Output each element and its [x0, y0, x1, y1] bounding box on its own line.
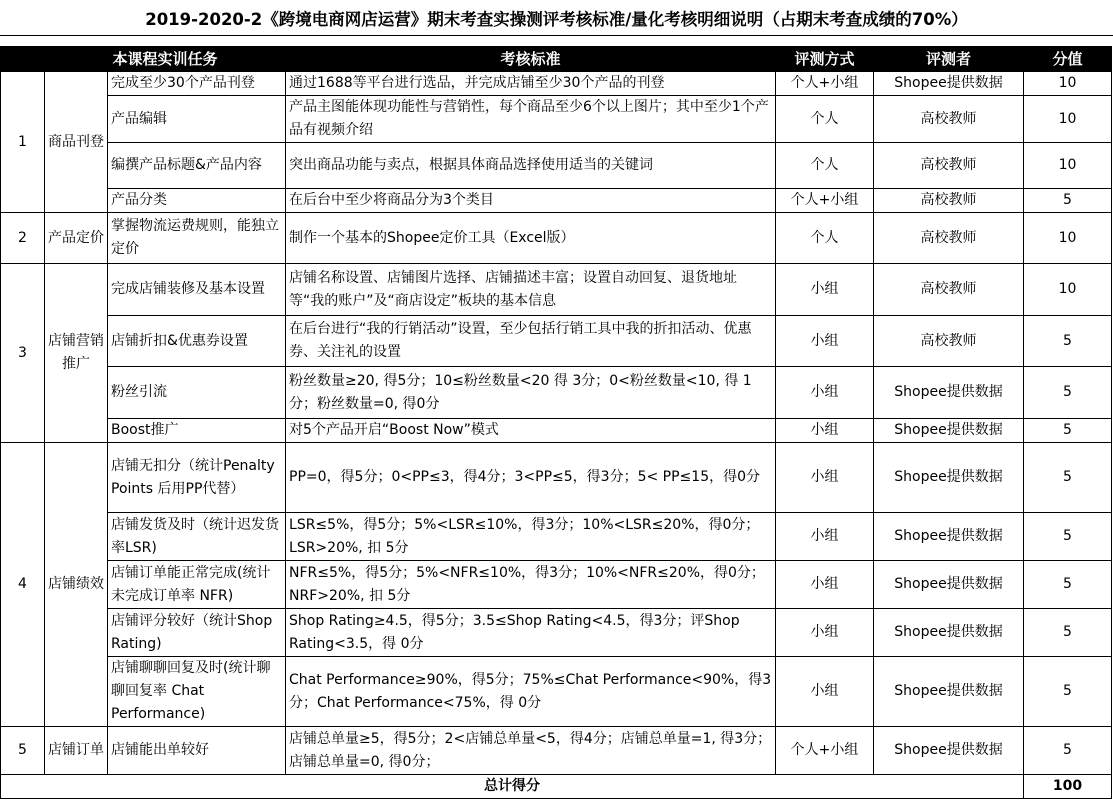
- evaluator-cell: 高校教师: [874, 96, 1024, 143]
- score-cell: 5: [1024, 443, 1112, 513]
- evaluator-cell: Shopee提供数据: [874, 72, 1024, 96]
- task-cell: 产品编辑: [108, 96, 286, 143]
- criteria-cell: LSR≤5%，得5分；5%<LSR≤10%，得3分；10%<LSR≤20%，得0分；LSR>20%, 扣 5分: [286, 513, 776, 561]
- group-number: 3: [1, 264, 45, 443]
- method-cell: 小组: [776, 316, 874, 367]
- method-cell: 小组: [776, 419, 874, 443]
- group-number: 1: [1, 72, 45, 213]
- task-cell: 完成店铺装修及基本设置: [108, 264, 286, 316]
- method-cell: 小组: [776, 513, 874, 561]
- score-cell: 5: [1024, 513, 1112, 561]
- criteria-cell: PP=0，得5分；0<PP≤3，得4分；3<PP≤5，得3分；5< PP≤15，得0分: [286, 443, 776, 513]
- method-cell: 小组: [776, 561, 874, 609]
- evaluator-cell: 高校教师: [874, 143, 1024, 189]
- task-cell: 粉丝引流: [108, 367, 286, 419]
- task-cell: 店铺评分较好（统计Shop Rating): [108, 609, 286, 657]
- evaluator-cell: 高校教师: [874, 189, 1024, 213]
- score-cell: 10: [1024, 213, 1112, 264]
- table-row: [1, 513, 1112, 561]
- task-cell: 店铺折扣&优惠券设置: [108, 316, 286, 367]
- score-cell: 10: [1024, 143, 1112, 189]
- method-cell: 个人: [776, 213, 874, 264]
- table-row: [1, 72, 1112, 96]
- score-cell: 5: [1024, 367, 1112, 419]
- evaluator-cell: 高校教师: [874, 213, 1024, 264]
- table-row: [1, 419, 1112, 443]
- criteria-cell: Shop Rating≥4.5，得5分；3.5≤Shop Rating<4.5，得3分；评Shop Rating<3.5，得 0分: [286, 609, 776, 657]
- score-cell: 5: [1024, 561, 1112, 609]
- criteria-cell: 店铺总单量≥5，得5分；2<店铺总单量<5，得4分；店铺总单量=1, 得3分；店铺总单量=0, 得0分；: [286, 727, 776, 775]
- table-row: [1, 143, 1112, 189]
- method-cell: 个人+小组: [776, 189, 874, 213]
- score-cell: 5: [1024, 727, 1112, 775]
- table-row: [1, 189, 1112, 213]
- header-row: [1, 47, 1112, 72]
- evaluator-cell: Shopee提供数据: [874, 561, 1024, 609]
- header-evaluator: 评测者: [874, 47, 1024, 72]
- method-cell: 小组: [776, 609, 874, 657]
- total-row: [1, 775, 1112, 799]
- group-name: 店铺订单: [45, 727, 108, 775]
- task-cell: 掌握物流运费规则，能独立定价: [108, 213, 286, 264]
- criteria-cell: 产品主图能体现功能性与营销性，每个商品至少6个以上图片；其中至少1个产品有视频介绍: [286, 96, 776, 143]
- task-cell: 编撰产品标题&产品内容: [108, 143, 286, 189]
- method-cell: 个人: [776, 96, 874, 143]
- criteria-cell: Chat Performance≥90%，得5分；75%≤Chat Performance<90%，得3分；Chat Performance<75%，得 0分: [286, 657, 776, 727]
- criteria-cell: 通过1688等平台进行选品，并完成店铺至少30个产品的刊登: [286, 72, 776, 96]
- score-cell: 5: [1024, 316, 1112, 367]
- task-cell: 产品分类: [108, 189, 286, 213]
- method-cell: 个人+小组: [776, 72, 874, 96]
- criteria-cell: 在后台中至少将商品分为3个类目: [286, 189, 776, 213]
- table-row: [1, 443, 1112, 513]
- total-label: 总计得分: [1, 775, 1024, 799]
- criteria-cell: 突出商品功能与卖点，根据具体商品选择使用适当的关键词: [286, 143, 776, 189]
- evaluator-cell: Shopee提供数据: [874, 443, 1024, 513]
- assessment-table: [0, 46, 1112, 799]
- table-row: [1, 609, 1112, 657]
- task-cell: 店铺能出单较好: [108, 727, 286, 775]
- group-name: 商品刊登: [45, 72, 108, 213]
- method-cell: 小组: [776, 264, 874, 316]
- table-row: [1, 213, 1112, 264]
- method-cell: 个人: [776, 143, 874, 189]
- header-criteria: 考核标准: [286, 47, 776, 72]
- task-cell: 店铺聊聊回复及时(统计聊聊回复率 Chat Performance): [108, 657, 286, 727]
- header-no: [1, 47, 45, 72]
- score-cell: 5: [1024, 419, 1112, 443]
- page-title: 2019-2020-2《跨境电商网店运营》期末考查实操测评考核标准/量化考核明细说明（占期末考查成绩的70%）: [0, 0, 1113, 36]
- group-name: 店铺绩效: [45, 443, 108, 727]
- score-cell: 5: [1024, 657, 1112, 727]
- evaluator-cell: Shopee提供数据: [874, 727, 1024, 775]
- task-cell: 店铺订单能正常完成(统计未完成订单率 NFR): [108, 561, 286, 609]
- task-cell: 完成至少30个产品刊登: [108, 72, 286, 96]
- criteria-cell: 在后台进行“我的行销活动”设置，至少包括行销工具中我的折扣活动、优惠券、关注礼的设置: [286, 316, 776, 367]
- score-cell: 10: [1024, 264, 1112, 316]
- score-cell: 10: [1024, 72, 1112, 96]
- criteria-cell: NFR≤5%，得5分；5%<NFR≤10%，得3分；10%<NFR≤20%，得0分；NRF>20%, 扣 5分: [286, 561, 776, 609]
- method-cell: 小组: [776, 443, 874, 513]
- header-method: 评测方式: [776, 47, 874, 72]
- evaluator-cell: Shopee提供数据: [874, 367, 1024, 419]
- evaluator-cell: Shopee提供数据: [874, 513, 1024, 561]
- table-row: [1, 727, 1112, 775]
- table-row: [1, 367, 1112, 419]
- group-number: 5: [1, 727, 45, 775]
- criteria-cell: 店铺名称设置、店铺图片选择、店铺描述丰富；设置自动回复、退货地址等“我的账户”及“商店设定”板块的基本信息: [286, 264, 776, 316]
- method-cell: 个人+小组: [776, 727, 874, 775]
- evaluator-cell: Shopee提供数据: [874, 657, 1024, 727]
- evaluator-cell: 高校教师: [874, 264, 1024, 316]
- method-cell: 小组: [776, 657, 874, 727]
- table-row: [1, 96, 1112, 143]
- evaluator-cell: Shopee提供数据: [874, 609, 1024, 657]
- method-cell: 小组: [776, 367, 874, 419]
- evaluator-cell: Shopee提供数据: [874, 419, 1024, 443]
- criteria-cell: 制作一个基本的Shopee定价工具（Excel版）: [286, 213, 776, 264]
- task-cell: Boost推广: [108, 419, 286, 443]
- score-cell: 5: [1024, 189, 1112, 213]
- group-number: 2: [1, 213, 45, 264]
- table-row: [1, 264, 1112, 316]
- task-cell: 店铺发货及时（统计迟发货率LSR): [108, 513, 286, 561]
- task-cell: 店铺无扣分（统计Penalty Points 后用PP代替）: [108, 443, 286, 513]
- score-cell: 5: [1024, 609, 1112, 657]
- group-name: 产品定价: [45, 213, 108, 264]
- group-number: 4: [1, 443, 45, 727]
- table-row: [1, 561, 1112, 609]
- table-row: [1, 316, 1112, 367]
- score-cell: 10: [1024, 96, 1112, 143]
- table-row: [1, 657, 1112, 727]
- group-name: 店铺营销推广: [45, 264, 108, 443]
- header-score: 分值: [1024, 47, 1112, 72]
- evaluator-cell: 高校教师: [874, 316, 1024, 367]
- spacer-row: [0, 36, 1113, 46]
- criteria-cell: 对5个产品开启“Boost Now”模式: [286, 419, 776, 443]
- header-task: 本课程实训任务: [45, 47, 286, 72]
- total-score: 100: [1024, 775, 1112, 799]
- criteria-cell: 粉丝数量≥20, 得5分；10≤粉丝数量<20 得 3分；0<粉丝数量<10, 得 1分；粉丝数量=0, 得0分: [286, 367, 776, 419]
